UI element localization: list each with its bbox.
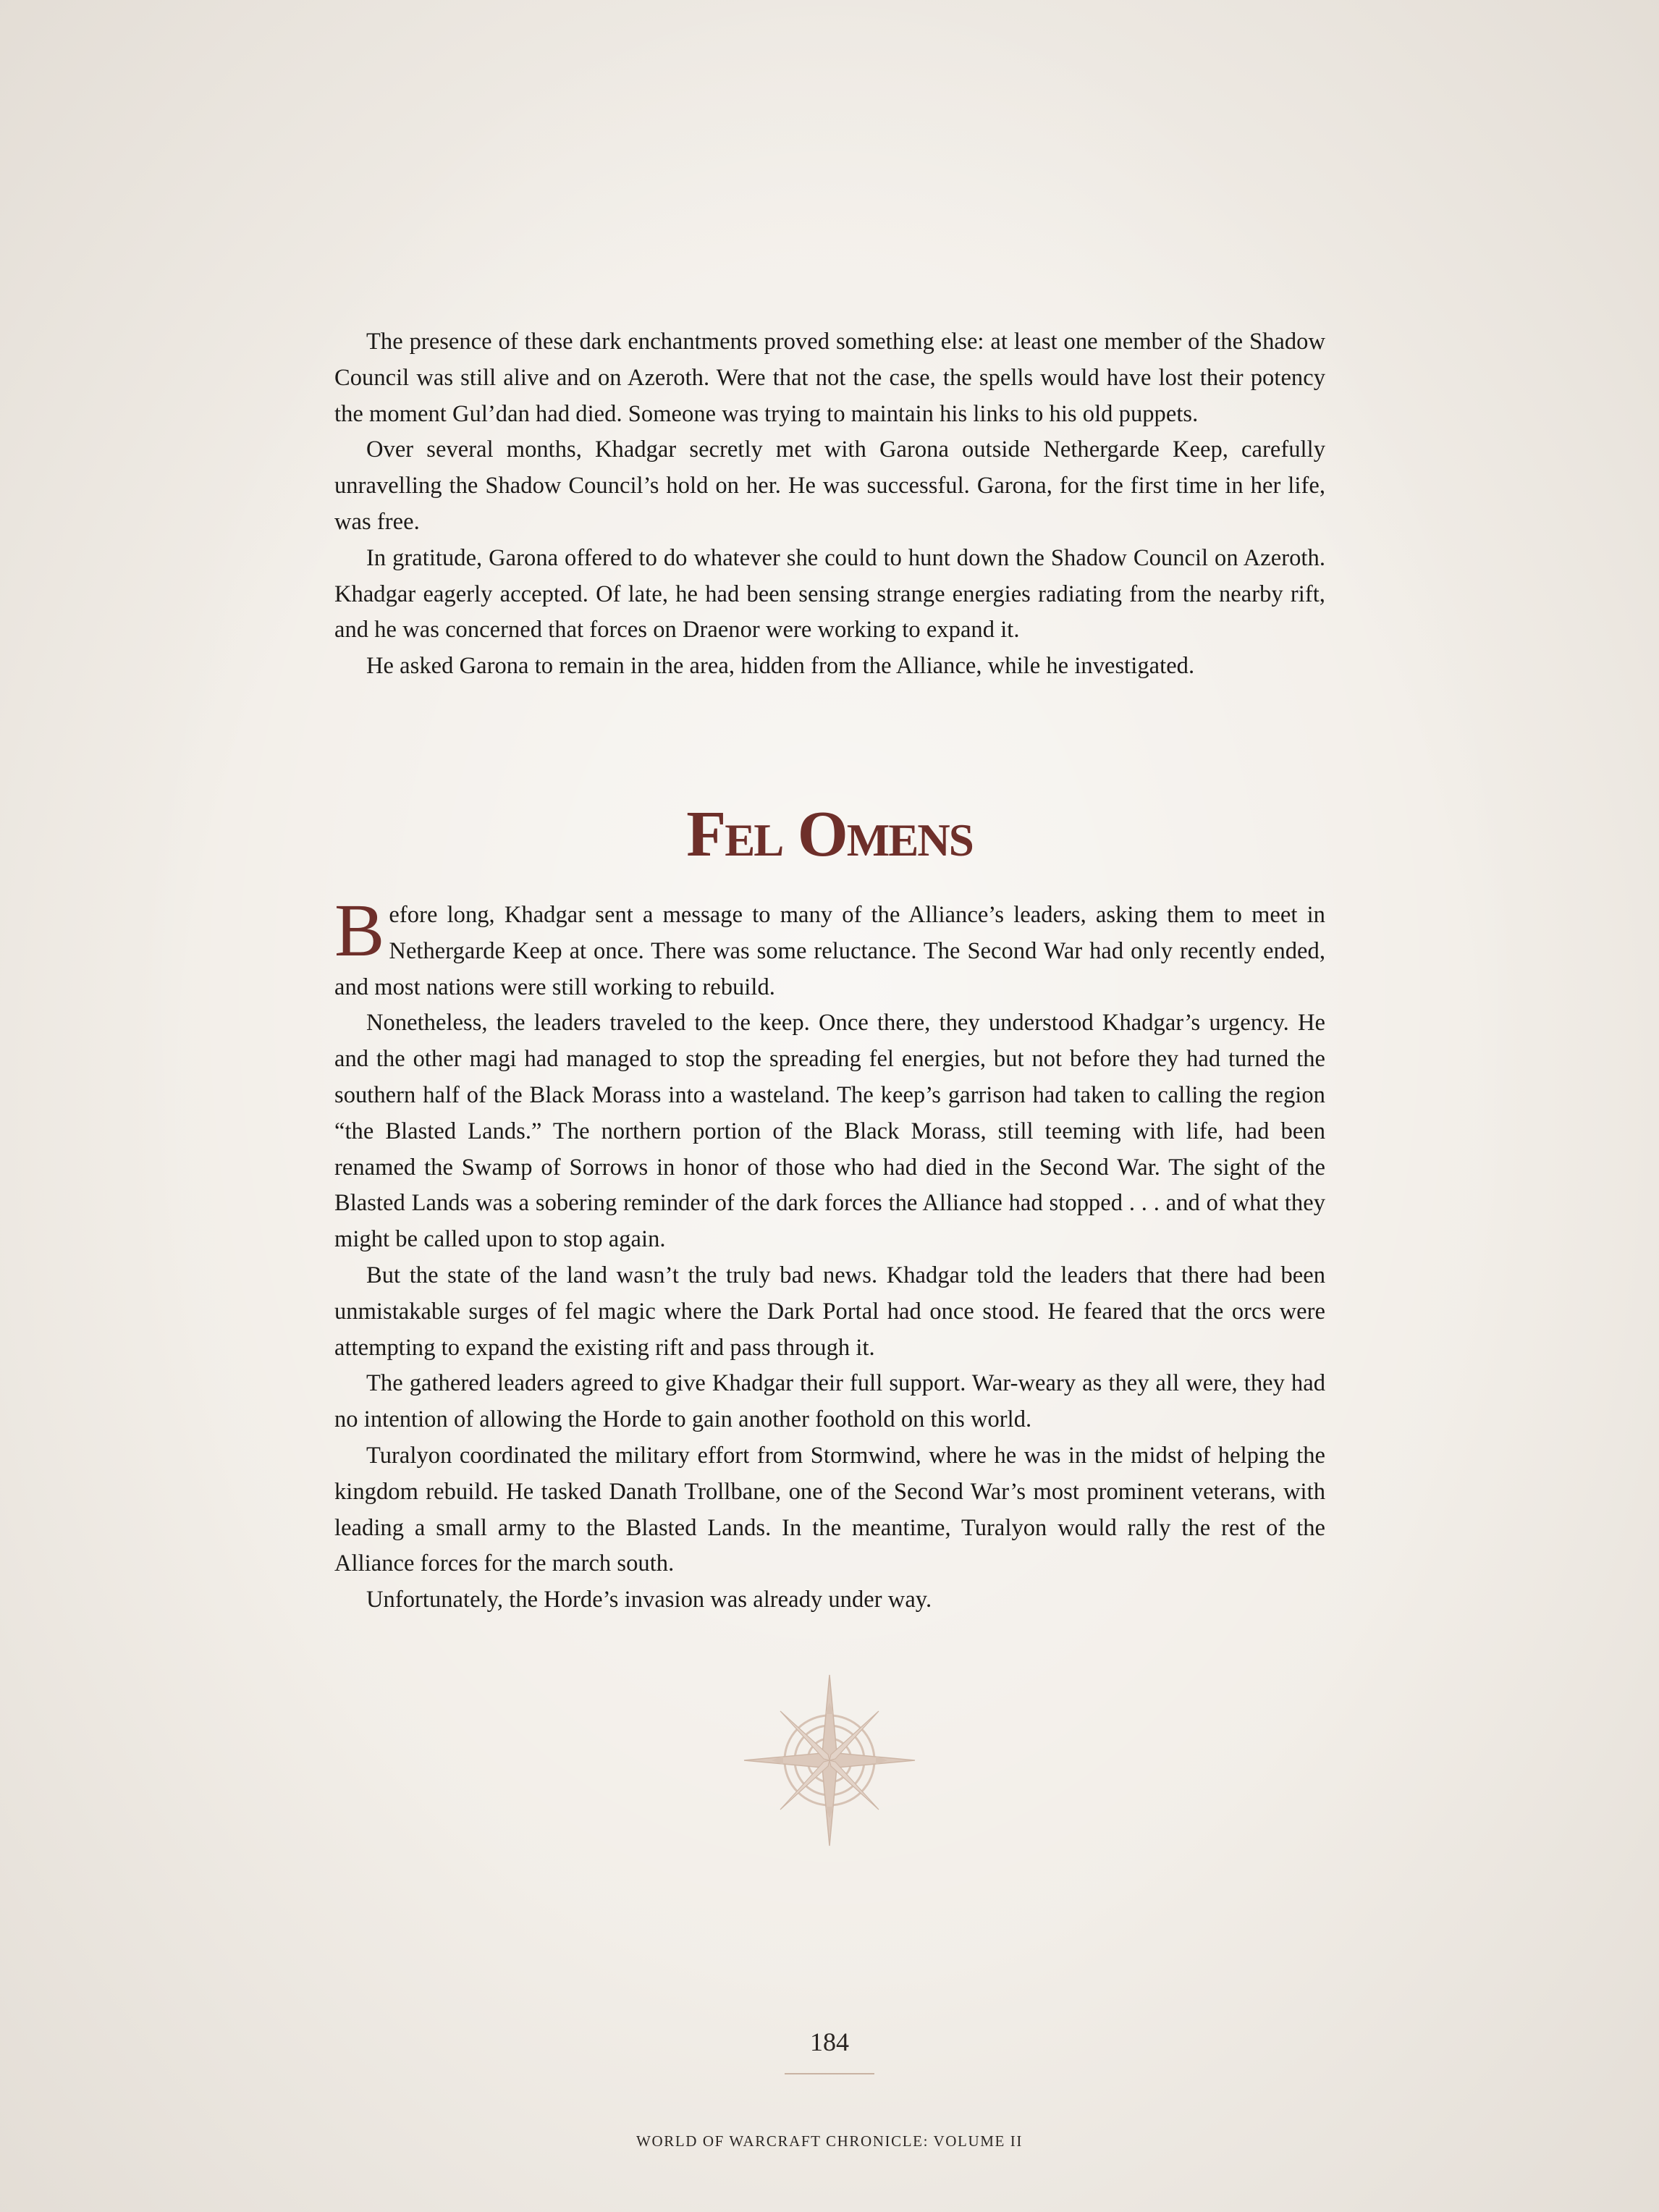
body-text-top — [334, 324, 1325, 685]
paragraph: In gratitude, Garona offered to do whatever she could to hunt down the Shadow Council on Azeroth. Khadgar eagerly accepted. Of late, he had been sensing strange energies radiating from the nearby rift, and he was concerned that forces on Draenor were working to expand it. — [334, 544, 1325, 643]
paragraph-with-drop-cap — [334, 889, 1325, 1005]
footer-divider — [785, 2073, 874, 2074]
paragraph: Unfortunately, the Horde’s invasion was already under way. — [366, 1587, 932, 1613]
running-footer-title: WORLD OF WARCRAFT CHRONICLE: VOLUME II — [636, 2132, 1023, 2150]
page-number: 184 — [810, 2027, 849, 2056]
chapter-heading-text: Fel Omens — [686, 798, 973, 870]
paragraph: He asked Garona to remain in the area, hidden from the Alliance, while he investigated. — [366, 653, 1195, 680]
paragraph-text: efore long, Khadgar sent a message to many of the Alliance’s leaders, asking them to meet in Nethergarde Keep at once. There was some reluctance. The Second War had only recently ended, and most nations were still working to rebuild. — [334, 902, 1325, 1000]
drop-cap: B — [334, 889, 385, 972]
paragraph: The presence of these dark enchantments proved something else: at least one member of the Shadow Council was still alive and on Azeroth. Were that not the case, the spells would have lost their potency the moment Gul’dan had died. Someone was trying to maintain his links to his old puppets. — [334, 329, 1325, 427]
compass-rose-icon — [743, 1673, 916, 1847]
paragraph: The gathered leaders agreed to give Khadgar their full support. War-weary as they all were, they had no intention of allowing the Horde to gain another foothold on this world. — [334, 1370, 1325, 1433]
paragraph: Turalyon coordinated the military effort from Stormwind, where he was in the midst of helping the kingdom rebuild. He tasked Danath Trollbane, one of the Second War’s most prominent veterans, with leading a small army to the Blasted Lands. In the meantime, Turalyon would rally the rest of the Alliance forces for the march south. — [334, 1442, 1325, 1577]
body-text-main — [334, 889, 1325, 1618]
paragraph: Over several months, Khadgar secretly met with Garona outside Nethergarde Keep, carefully unravelling the Shadow Council’s hold on her. He was successful. Garona, for the first time in her life, was free. — [334, 436, 1325, 535]
paragraph: But the state of the land wasn’t the truly bad news. Khadgar told the leaders that there had been unmistakable surges of fel magic where the Dark Portal had once stood. He feared that the orcs were attempting to expand the existing rift and pass through it. — [334, 1262, 1325, 1361]
paragraph: Nonetheless, the leaders traveled to the keep. Once there, they understood Khadgar’s urgency. He and the other magi had managed to stop the spreading fel energies, but not before they had turned the southern half of the Black Morass into a wasteland. The keep’s garrison had taken to calling the region “the Blasted Lands.” The northern portion of the Black Morass, still teeming with life, had been renamed the Swamp of Sorrows in honor of those who had died in the Second War. The sight of the Blasted Lands was a sobering reminder of the dark forces the Alliance had stopped . . . and of what they might be called upon to stop again. — [334, 1010, 1325, 1253]
chapter-heading — [0, 795, 1659, 874]
